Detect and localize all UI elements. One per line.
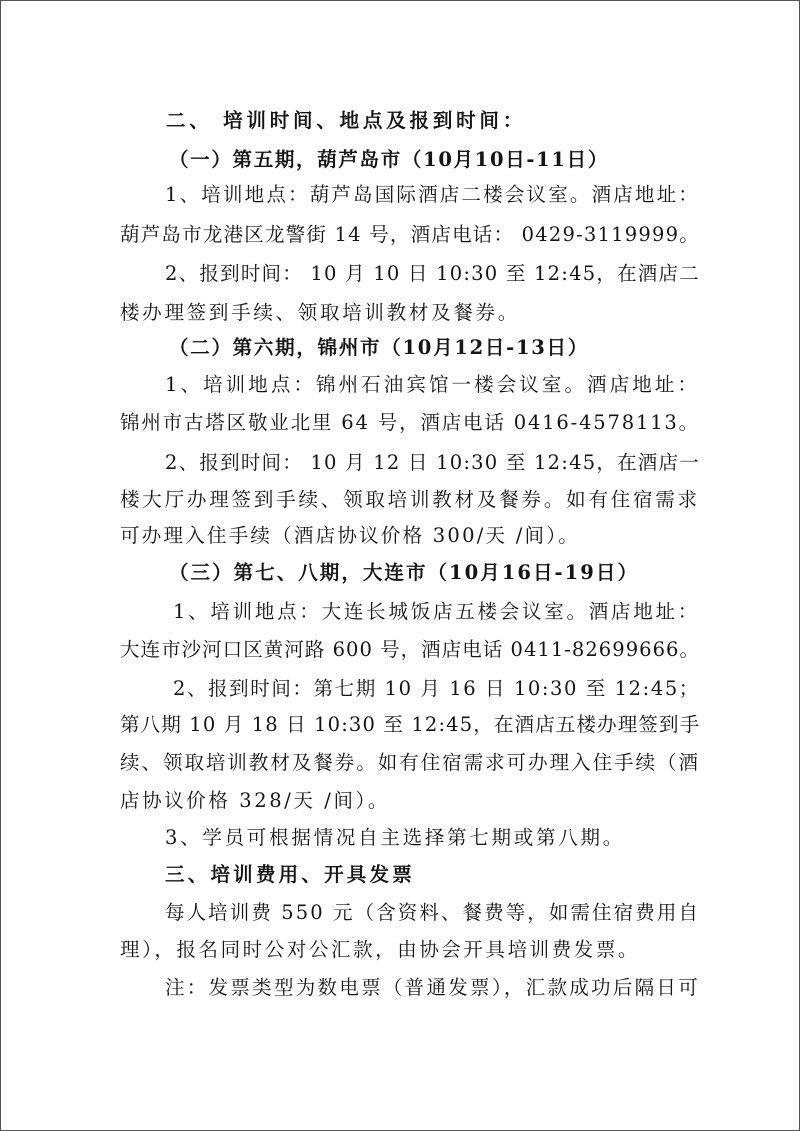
period-5-venue-line-1: 1、培训地点：葫芦岛国际酒店二楼会议室。酒店地址： <box>165 183 700 206</box>
period-5-checkin-line-2: 楼办理签到手续、领取培训教材及餐券。 <box>120 301 520 324</box>
period-7-8-checkin-line-4: 店协议价格 328/天 /间）。 <box>120 789 390 812</box>
period-7-8-venue-line-2: 大连市沙河口区黄河路 600 号，酒店电话 0411-82699666。 <box>120 638 700 661</box>
period-6-checkin-line-1: 2、报到时间： 10 月 12 日 10:30 至 12:45，在酒店一 <box>165 451 700 474</box>
period-6-venue-line-2: 锦州市古塔区敬业北里 64 号，酒店电话 0416-4578113。 <box>120 411 700 434</box>
period-6-venue-line-1: 1、培训地点：锦州石油宾馆一楼会议室。酒店地址： <box>165 373 700 396</box>
period-5-heading: （一）第五期，葫芦岛市（10月10日-11日） <box>169 148 609 171</box>
period-6-checkin-line-3: 可办理入住手续（酒店协议价格 300/天 /间）。 <box>120 524 580 547</box>
period-7-8-checkin-line-3: 续、领取培训教材及餐券。如有住宿需求可办理入住手续（酒 <box>120 751 700 774</box>
period-7-8-heading: （三）第七、八期，大连市（10月16日-19日） <box>169 561 639 584</box>
period-6-heading: （二）第六期，锦州市（10月12日-13日） <box>169 336 589 359</box>
period-7-8-checkin-line-1: 2、报到时间：第七期 10 月 16 日 10:30 至 12:45； <box>173 677 700 700</box>
period-5-venue-line-2: 葫芦岛市龙港区龙警街 14 号，酒店电话： 0429-3119999。 <box>120 223 700 246</box>
fee-line-1: 每人培训费 550 元（含资料、餐费等，如需住宿费用自 <box>165 901 700 924</box>
period-7-8-choice-note: 3、学员可根据情况自主选择第七期或第八期。 <box>165 826 625 849</box>
period-5-checkin-line-1: 2、报到时间： 10 月 10 日 10:30 至 12:45，在酒店二 <box>165 262 700 285</box>
fee-line-2: 理），报名同时公对公汇款，由协会开具培训费发票。 <box>120 938 640 961</box>
section-heading-training-time-location: 二、 培训时间、地点及报到时间： <box>166 109 526 132</box>
period-7-8-venue-line-1: 1、培训地点：大连长城饭店五楼会议室。酒店地址： <box>173 600 700 623</box>
section-heading-fees-invoice: 三、培训费用、开具发票 <box>165 863 415 886</box>
period-6-checkin-line-2: 楼大厅办理签到手续、领取培训教材及餐券。如有住宿需求 <box>120 488 700 511</box>
invoice-note-line: 注：发票类型为数电票（普通发票），汇款成功后隔日可 <box>165 976 700 999</box>
period-7-8-checkin-line-2: 第八期 10 月 18 日 10:30 至 12:45，在酒店五楼办理签到手 <box>120 713 701 736</box>
